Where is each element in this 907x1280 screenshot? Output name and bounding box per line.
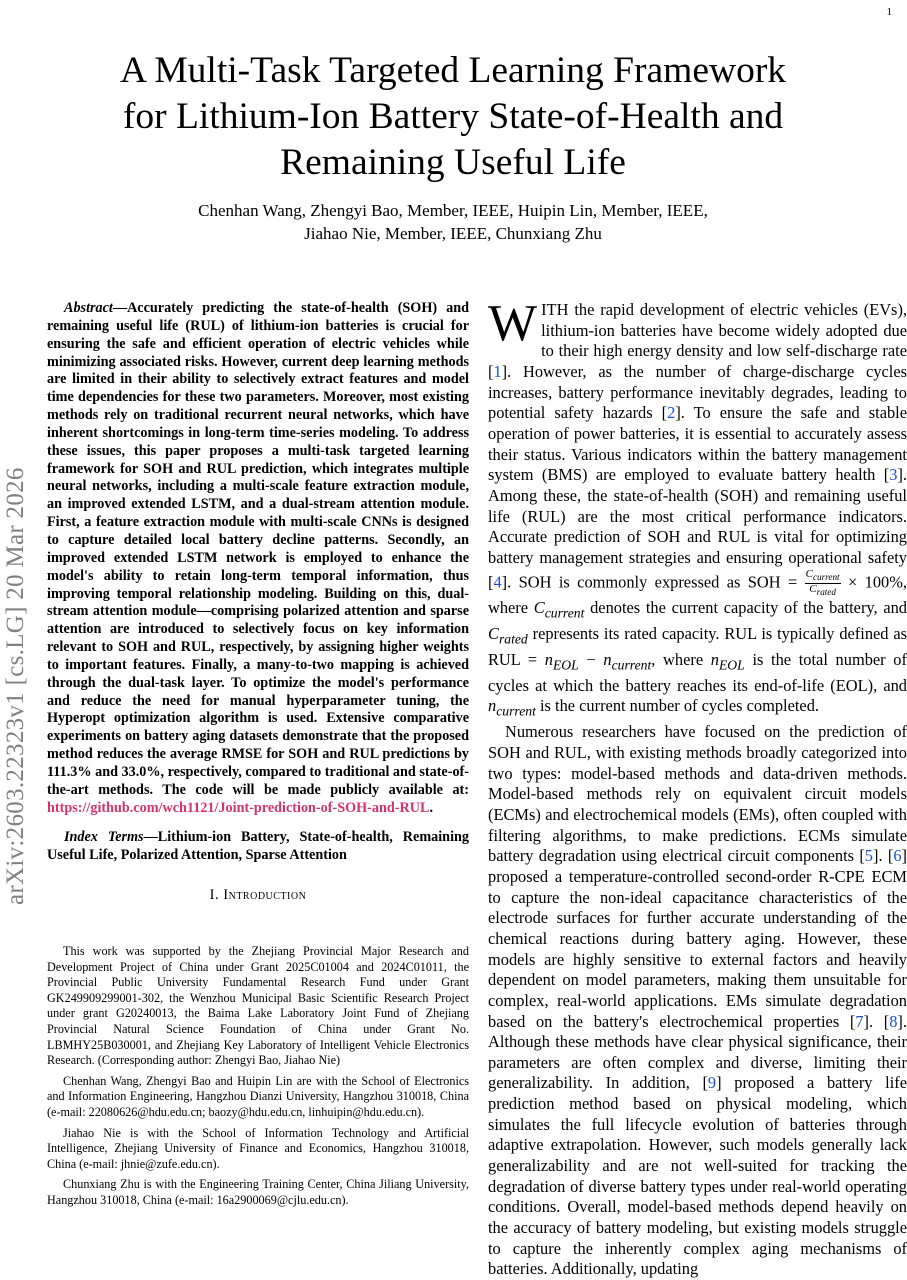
abstract-end: .: [429, 799, 433, 816]
author-list: [60, 199, 846, 245]
citation-link[interactable]: 1: [493, 361, 502, 381]
page-number: 1: [886, 6, 892, 18]
abstract-label: Abstract: [64, 300, 113, 316]
section-heading-introduction: [47, 887, 469, 904]
footnote-affiliation: Jiahao Nie is with the School of Information Technology and Artificial Intelligence, Zhejiang University of Finance and Economics, Hangzhou 310018, China (e-mail: jhnie@zufe.edu.cn).: [47, 1125, 469, 1171]
citation-link[interactable]: 5: [864, 846, 873, 866]
citation-link[interactable]: 8: [889, 1011, 898, 1031]
abstract: [47, 300, 469, 817]
intro-paragraph-2: Numerous researchers have focused on the prediction of SOH and RUL, with existing methods broadly categorized into two types: model-based methods and data-driven methods. Model-based methods rely on equivalent circuit models (ECMs) and electrochemical models (EMs), often coupled with filtering algorithms, to make predictions. ECMs simulate battery degradation using electrical circuit components [5]. [6] proposed a temperature-controlled second-order R-CPE ECM to capture the non-ideal capacitance characteristics of the electrode surfaces for further accurate understanding of the chemical reactions during battery aging. However, these models are highly sensitive to external factors and heavily dependent on model parameters, making them unsuitable for complex, real-world applications. EMs simulate degradation based on the battery's electrochemical properties [7]. [8]. Although these methods have clear physical significance, their parameters are often complex and diverse, limiting their generalizability. In addition, [9] proposed a battery life prediction method based on physical modeling, which simulates the full lifecycle evolution of batteries through adaptive extrapolation. However, such models generally lack generalizability and are not well-suited for tracking the degradation of diverse battery types under real-world operating conditions. Overall, model-based methods depend heavily on the accuracy of battery modeling, but existing models struggle to capture the inherently complex aging mechanisms of batteries. Additionally, updating: [488, 722, 907, 1279]
section-numeral: I.: [209, 887, 220, 904]
title-line: Remaining Useful Life: [280, 142, 626, 183]
soh-fraction: $\frac{C_{current}}{C_{rated}}$: [805, 567, 840, 597]
paper-title: [60, 48, 846, 186]
abstract-text: —Accurately predicting the state-of-health (SOH) and remaining useful life (RUL) of lithium-ion batteries is crucial for ensuring the safe and efficient operation of electric vehicles while minimizing associated risks. However, current deep learning methods are limited in their ability to selectively extract features and model time dependencies for these two parameters. Moreover, most existing methods rely on traditional recurrent neural networks, which have inherent shortcomings in long-term time-series modeling. To address these issues, this paper proposes a multi-task targeted learning framework for SOH and RUL prediction, which integrates multiple neural networks, including a multi-scale feature extraction module, an improved extended LSTM, and a dual-stream attention module. First, a feature extraction module with multi-scale CNNs is designed to capture detailed local battery decline patterns. Secondly, an improved extended LSTM network is employed to enhance the model's ability to retain long-term temporal information, thus improving temporal relationship modeling. Building on this, dual-stream attention module—comprising polarized attention and sparse attention are introduced to selectively focus on key information relevant to SOH and RUL, respectively, by assigning higher weights to important features. Finally, a many-to-two mapping is achieved through the dual-task layer. To optimize the model's performance and reduce the need for manual hyperparameter tuning, the Hyperopt optimization algorithm is used. Extensive comparative experiments on battery aging datasets demonstrate that the proposed method reduces the average RMSE for SOH and RUL predictions by 111.3% and 33.0%, respectively, compared to traditional and state-of-the-art methods. The code will be made publicly available at:: [47, 300, 469, 798]
citation-link[interactable]: 6: [893, 846, 902, 866]
arxiv-identifier: arXiv:2603.22323v1 [cs.LG] 20 Mar 2026: [2, 467, 29, 905]
code-link[interactable]: https://github.com/wch1121/Joint-prediction-of-SOH-and-RUL: [47, 799, 430, 816]
index-terms: [47, 829, 469, 865]
right-column: [488, 295, 907, 1280]
drop-cap: W: [488, 295, 538, 352]
citation-link[interactable]: 7: [855, 1011, 864, 1031]
citation-link[interactable]: 9: [707, 1073, 717, 1093]
author-line-1: Chenhan Wang, Zhengyi Bao, Member, IEEE, Huipin Lin, Member, IEEE,: [198, 201, 708, 220]
footnotes: [47, 944, 469, 1214]
citation-link[interactable]: 3: [889, 465, 898, 485]
left-column: [47, 300, 469, 904]
section-title: Introduction: [223, 887, 307, 904]
index-terms-label: Index Terms: [64, 829, 144, 846]
citation-link[interactable]: 4: [493, 571, 502, 591]
citation-link[interactable]: 2: [667, 403, 676, 423]
footnote-affiliation: Chenhan Wang, Zhengyi Bao and Huipin Lin are with the School of Electronics and Information Engineering, Hangzhou Dianzi University, Hangzhou 310018, China (e-mail: 22080626@hdu.edu.cn; baozy@hdu.edu.cn, linhuipin@hdu.edu.cn).: [47, 1073, 469, 1119]
footnote-affiliation: Chunxiang Zhu is with the Engineering Training Center, China Jiliang University, Hangzhou 310018, China (e-mail: 16a2900069@cjlu.edu.cn).: [47, 1177, 469, 1207]
title-line: A Multi-Task Targeted Learning Framework: [119, 50, 787, 91]
index-terms-text: —Lithium-ion Battery, State-of-health, Remaining Useful Life, Polarized Attention, Sparse Attention: [47, 829, 470, 864]
author-line-2: Jiahao Nie, Member, IEEE, Chunxiang Zhu: [304, 224, 602, 243]
title-line: for Lithium-Ion Battery State-of-Health and: [122, 96, 784, 137]
footnote-funding: This work was supported by the Zhejiang Provincial Major Research and Development Project of China under Grant 2025C01004 and 2024C01011, the Provincial Public University Fundamental Research Fund under Grant GK249909299001-302, the Wenzhou Municipal Basic Scientific Research Project under grant G20240013, the Baima Lake Laboratory Joint Fund of Zhejiang Provincial Natural Science Foundation of China under Grant No. LBMHY25B030001, and Zhejiang Key Laboratory of Intelligent Vehicle Electronics Research. (Corresponding author: Zhengyi Bao, Jiahao Nie): [47, 944, 469, 1068]
intro-paragraph-1: WITH the rapid development of electric vehicles (EVs), lithium-ion batteries have become widely adopted due to their high energy density and low self-discharge rate [1]. However, as the number of charge-discharge cycles increases, battery performance inevitably degrades, leading to potential safety hazards [2]. To ensure the safe and stable operation of power batteries, it is essential to accurately assess their status. Various indicators within the battery management system (BMS) are employed to evaluate battery health [3]. Among these, the state-of-health (SOH) and remaining useful life (RUL) are the most critical performance indicators. Accurate prediction of SOH and RUL is vital for optimizing battery management strategies and ensuring operational safety [4]. SOH is commonly expressed as SOH = $\frac{C_{current}}{C_{rated}}$ × 100%, where $C_{current}$ denotes the current capacity of the battery, and $C_{rated}$ represents its rated capacity. RUL is typically defined as RUL = $n_{EOL} - n_{current}$, where $n_{EOL}$ is the total number of cycles at which the battery reaches its end-of-life (EOL), and $n_{current}$ is the current number of cycles completed.: [488, 295, 907, 719]
